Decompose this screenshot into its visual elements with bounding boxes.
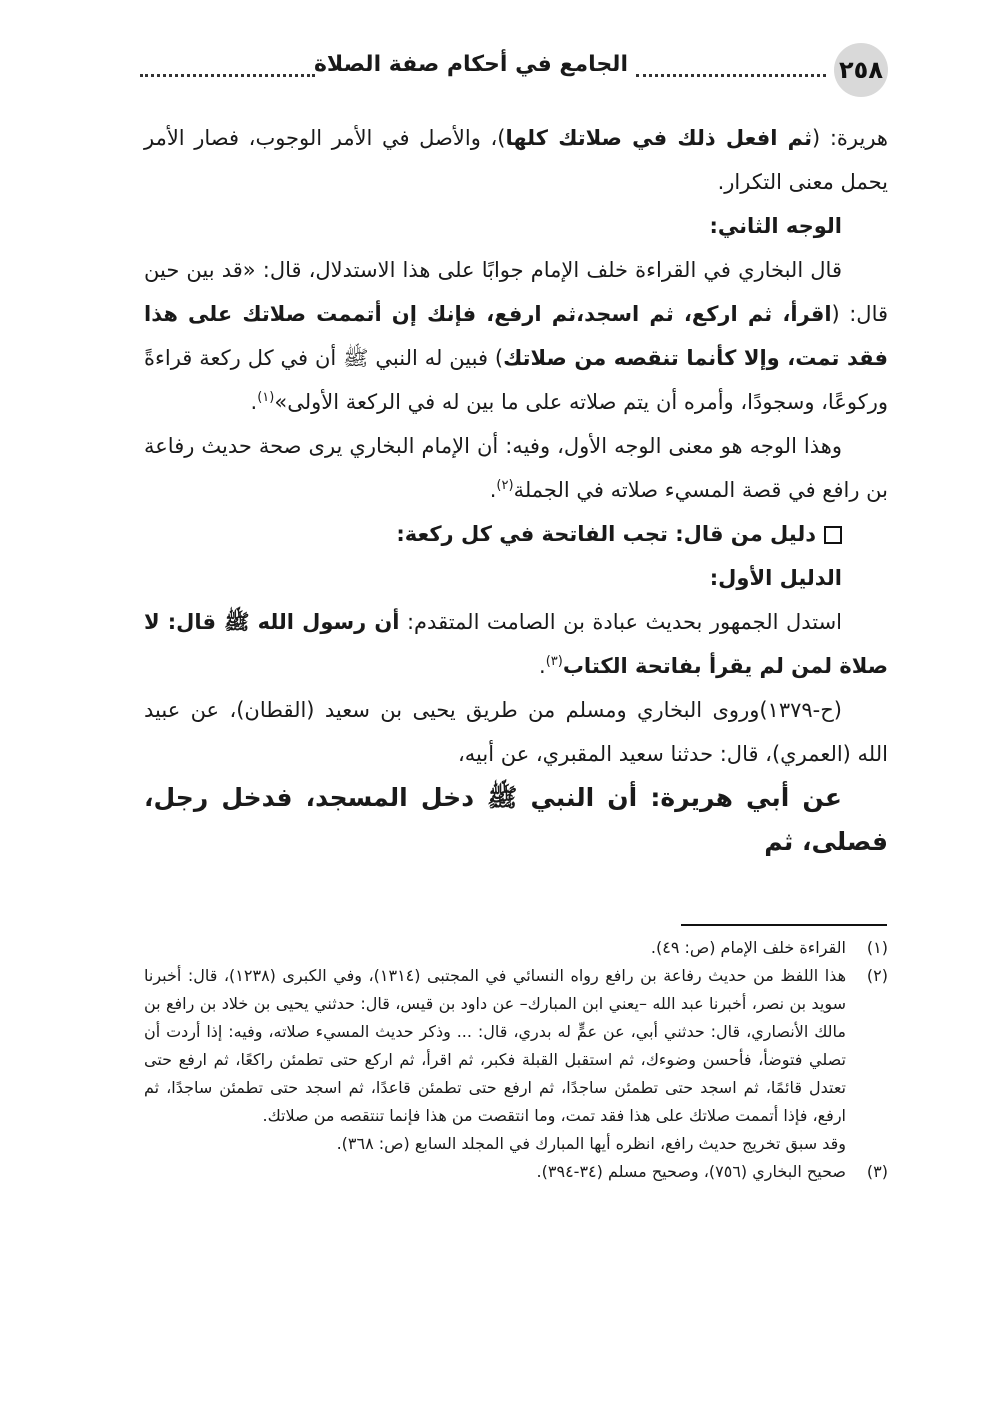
header-dotted-rule-left: [140, 74, 315, 77]
bold-quote: اقرأ، ثم اركع، ثم اسجد،ثم ارفع، فإنك إن أتممت صلاتك على هذا فقد تمت، وإلا كأنما تنقصه من صلاتك: [144, 302, 888, 370]
page-number: ٢٥٨: [834, 43, 888, 97]
main-text: [144, 116, 888, 864]
bold-quote: ثم افعل ذلك في صلاتك كلها: [505, 126, 813, 150]
footnotes: [144, 934, 888, 1186]
heading-evidence: دليل من قال: تجب الفاتحة في كل ركعة:: [144, 512, 888, 556]
footnote-2: [144, 962, 888, 1158]
footnote-ref-3: (٣): [545, 654, 563, 669]
paragraph-hadith-text: عن أبي هريرة: أن النبي ﷺ دخل المسجد، فدخل رجل، فصلى، ثم: [144, 783, 888, 856]
footnote-text: هذا اللفظ من حديث رفاعة بن رافع رواه النسائي في المجتبى (١٣١٤)، وفي الكبرى (١٢٣٨)، قال: أخبرنا سويد بن نصر، أخبرنا عبد الله –يعني ابن المبارك– عن داود بن قيس، قال: حدثني يحيى بن خلاد بن رافع بن مالك الأنصاري، قال: حدثني أبي، عن عمٍّ له بدري، قال: ... وذكر حديث المسيء صلاته، وفيه: إذا أردت أن تصلي فتوضأ، فأحسن وضوءك، ثم استقبل القبلة فكبر، ثم اقرأ، ثم اركع حتى تطمئن راكعًا، ثم ارفع حتى تعتدل قائمًا، ثم اسجد حتى تطمئن ساجدًا، ثم ارفع حتى تطمئن قاعدًا، ثم اسجد حتى تطمئن ساجدًا، ثم ارفع، فإذا أتممت صلاتك على هذا فقد تمت، وما انتقصت من هذا فإنما تنتقصه من صلاتك.: [144, 966, 847, 1125]
heading-first-evidence: الدليل الأول:: [709, 566, 842, 590]
footnote-3: [144, 1158, 888, 1186]
footnote-text: القراءة خلف الإمام (ص: ٤٩).: [650, 938, 846, 957]
footnote-number: (٣): [866, 1162, 888, 1181]
footnote-text: صحيح البخاري (٧٥٦)، وصحيح مسلم (٣٤-٣٩٤).: [536, 1162, 846, 1181]
footnote-ref-2: (٢): [496, 478, 514, 493]
footnote-1: [144, 934, 888, 962]
paragraph-majority: استدل الجمهور بحديث عبادة بن الصامت المتقدم: أن رسول الله ﷺ قال: لا صلاة لمن لم يقرأ بفاتحة الكتاب$^{(٣)}$.: [144, 610, 888, 678]
paragraph-hadith-chain: (ح-١٣٧٩)وروى البخاري ومسلم من طريق يحيى بن سعيد (القطان)، عن عبيد الله (العمري)، قال: حدثنا سعيد المقبري، عن أبيه،: [144, 698, 888, 766]
footnote-number: (٢): [866, 966, 888, 985]
checkbox-square-icon: [824, 526, 842, 544]
footnote-divider: [681, 924, 887, 926]
heading-second-aspect: الوجه الثاني:: [709, 214, 842, 238]
paragraph-continuation: هريرة: (ثم افعل ذلك في صلاتك كلها)، والأصل في الأمر الوجوب، فصار الأمر يحمل معنى التكرار.: [144, 126, 888, 194]
footnote-extra-text: وقد سبق تخريج حديث رافع، انظره أيها المبارك في المجلد السابع (ص: ٣٦٨).: [336, 1134, 846, 1153]
header-dotted-rule-right: [636, 74, 826, 77]
footnote-ref-1: (١): [257, 390, 275, 405]
paragraph-bukhari: قال البخاري في القراءة خلف الإمام جوابًا على هذا الاستدلال، قال: «قد بين حين قال: (اقرأ، ثم اركع، ثم اسجد،ثم ارفع، فإنك إن أتممت صلاتك على هذا فقد تمت، وإلا كأنما تنقصه من صلاتك) فبين له النبي ﷺ أن في كل ركعة قراءةً وركوعًا، وسجودًا، وأمره أن يتم صلاته على ما بين له في الركعة الأولى»$^{(١)}$.: [144, 258, 889, 414]
running-title: الجامع في أحكام صفة الصلاة: [313, 52, 628, 77]
footnote-number: (١): [866, 938, 888, 957]
page-header: [140, 40, 888, 110]
paragraph-aspect-meaning: وهذا الوجه هو معنى الوجه الأول، وفيه: أن الإمام البخاري يرى صحة حديث رفاعة بن رافع في قصة المسيء صلاته في الجملة$^{(٢)}$.: [144, 434, 888, 502]
bold-quote: أن رسول الله ﷺ قال: لا صلاة لمن لم يقرأ بفاتحة الكتاب: [144, 610, 888, 678]
